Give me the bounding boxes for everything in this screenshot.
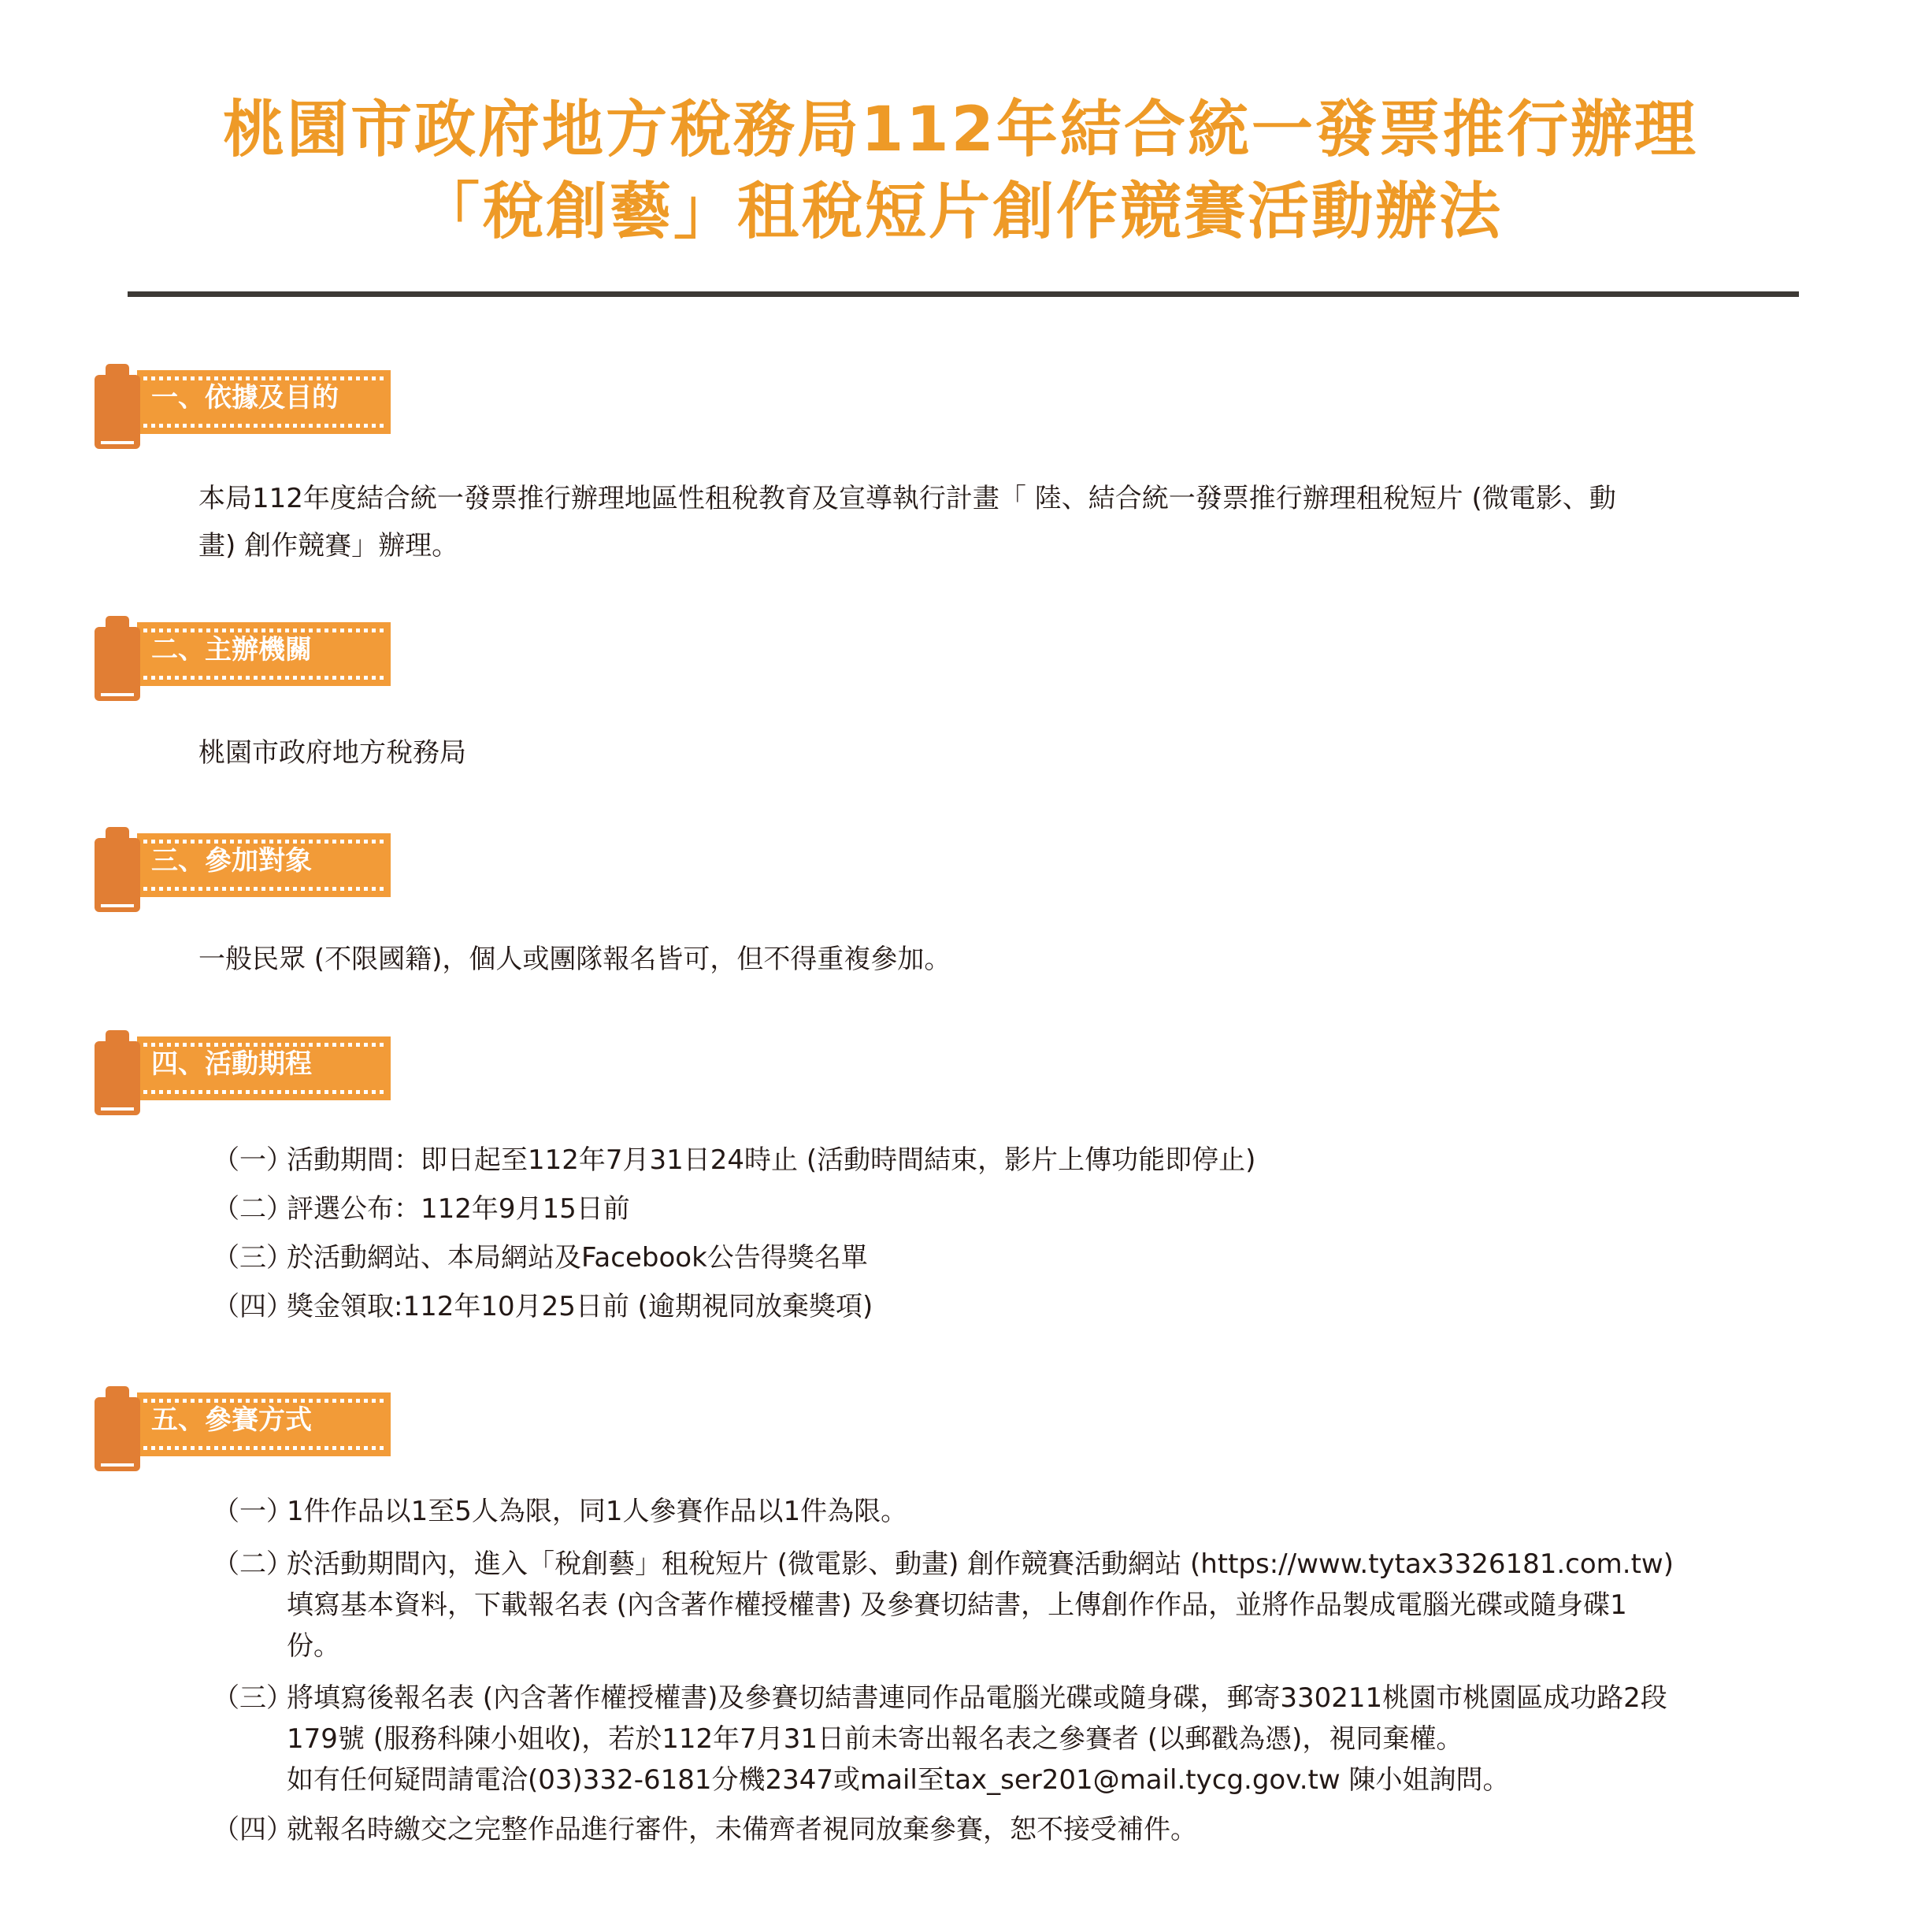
section-heading-basis (95, 364, 394, 454)
body-line: 桃園市政府地方稅務局 (198, 737, 466, 769)
list-item: （一） 1件作品以1至5人為限，同1人參賽作品以1件為限。 (213, 1487, 1819, 1536)
section-heading-organizer (95, 616, 394, 706)
page-title-line-2: 「稅創藝」租稅短片創作競賽活動辦法 (417, 176, 1503, 247)
section-heading-label: 一、依據及目的 (151, 382, 339, 413)
section-heading-entry-method (95, 1386, 394, 1477)
list-marker: （三） (213, 1682, 293, 1714)
list-item: （三） 於活動網站、本局網站及Facebook公告得獎名單 (213, 1233, 1819, 1282)
section-body-basis (198, 475, 1789, 569)
list-item: （四） 獎金領取:112年10月25日前 (逾期視同放棄獎項) (213, 1282, 1819, 1331)
page-title-line-1: 桃園市政府地方稅務局112年結合統一發票推行辦理 (223, 95, 1698, 165)
list-marker: （一） (213, 1496, 293, 1527)
list-marker: （二） (213, 1193, 293, 1225)
section-body-organizer (198, 729, 1789, 777)
schedule-list (213, 1136, 1819, 1331)
list-marker: （二） (213, 1548, 293, 1580)
section-heading-label: 二、主辦機關 (151, 634, 312, 666)
film-roll-icon (95, 375, 140, 449)
list-marker: （四） (213, 1814, 293, 1845)
section-heading-participants (95, 827, 394, 918)
section-heading-label: 五、參賽方式 (151, 1404, 312, 1436)
section-heading-label: 四、活動期程 (151, 1048, 312, 1080)
entry-method-list (213, 1487, 1819, 1854)
list-item: （二） 於活動期間內，進入「稅創藝」租稅短片 (微電影、動畫) 創作競賽活動網站 (https://www.tytax3326181.com.tw) 填寫基本資料，下載報名表 (內含著作權授權書) 及參賽切結書，上傳創作作品，並將作品製成電腦光碟或隨身碟1 份。 (213, 1544, 1819, 1667)
list-item: （一） 活動期間：即日起至112年7月31日24時止 (活動時間結束，影片上傳功能即停止) (213, 1136, 1819, 1185)
body-line: 畫) 創作競賽」辦理。 (198, 530, 459, 562)
list-marker: （四） (213, 1291, 293, 1322)
list-item: （三） 將填寫後報名表 (內含著作權授權書)及參賽切結書連同作品電腦光碟或隨身碟，郵寄330211桃園市桃園區成功路2段 179號 (服務科陳小姐收)，若於112年7月31日前未寄出報名表之參賽者 (以郵戳為憑)，視同棄權。 如有任何疑問請電洽(03)332-6181分機2347或mail至tax_ser201@mail.tycg.gov.tw 陳小姐詢問。 (213, 1678, 1819, 1800)
section-heading-label: 三、參加對象 (151, 845, 312, 877)
list-marker: （三） (213, 1242, 293, 1274)
film-roll-icon (95, 627, 140, 701)
film-roll-icon (95, 838, 140, 912)
body-line: 一般民眾 (不限國籍)，個人或團隊報名皆可，但不得重複參加。 (198, 944, 951, 975)
section-body-participants (198, 936, 1789, 983)
title-divider (128, 291, 1799, 297)
body-line: 本局112年度結合統一發票推行辦理地區性租稅教育及宣導執行計畫「 陸、結合統一發票推行辦理租稅短片 (微電影、動 (198, 483, 1616, 514)
list-item: （四） 就報名時繳交之完整作品進行審件，未備齊者視同放棄參賽，恕不接受補件。 (213, 1805, 1819, 1854)
film-roll-icon (95, 1397, 140, 1471)
list-item: （二） 評選公布：112年9月15日前 (213, 1185, 1819, 1233)
film-roll-icon (95, 1041, 140, 1115)
section-heading-schedule (95, 1030, 394, 1121)
list-marker: （一） (213, 1144, 293, 1176)
